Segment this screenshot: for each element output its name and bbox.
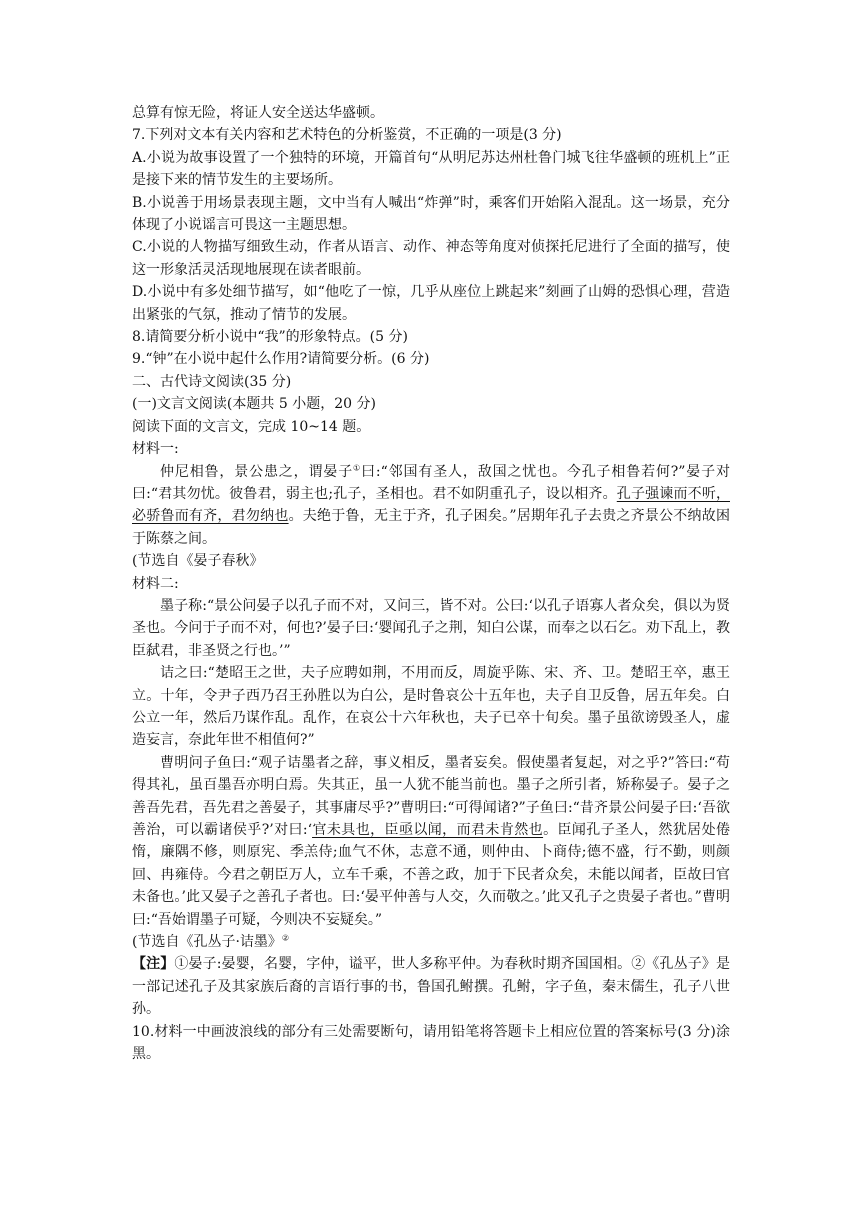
question-8: 8.请简要分析小说中“我”的形象特点。(5 分) <box>132 329 408 346</box>
text-segment: 曹明问子鱼曰:“观子诘墨者之辞，事义相反，墨者妄矣。假使墨者复起，对之乎?”答曰:“苟得其礼，虽百墨吾亦明白焉。失其正，虽一人犹不能当前也。墨子之所引者，矫称晏子。晏子之善吾先君，吾先君之善晏子，其事庸尽乎?”曹明曰:“可得闻诸?”子鱼曰:“昔齐景公问晏子曰:‘吾欲善治，可以霸诸侯乎?’对曰:‘ <box>132 754 730 838</box>
document-page <box>132 102 730 1065</box>
question-9: 9.“钟”在小说中起什么作用?请简要分析。(6 分) <box>132 351 430 368</box>
text-segment: 。夫绝于鲁，无主于齐，孔子困矣。”居期年孔子去贵之齐景公不纳故困于陈蔡之间。 <box>132 508 730 547</box>
option-7b: B.小说善于用场景表现主题，文中当有人喊出“炸弹”时，乘客们开始陷入混乱。这一场景，充分体现了小说谣言可畏这一主题思想。 <box>132 194 730 234</box>
note-label: 【注】 <box>132 956 175 973</box>
text-segment: 仲尼相鲁，景公患之，谓晏子 <box>160 463 354 480</box>
material-2-title: 材料二: <box>132 575 179 592</box>
text-segment: 曰:“邻国有圣人，敌国之忧也。今孔子相鲁若何?”晏子对曰:“君其勿忧。彼鲁君，弱主也;孔子，圣相也。君不如阴重孔子，设以相齐。 <box>132 463 731 502</box>
note-text: ①晏子:晏婴，名婴，字仲，谥平，世人多称平仲。为春秋时期齐国国相。②《孔丛子》是一部记述孔子及其家族后裔的言语行事的书，鲁国孔鲋撰。孔鲋，字子鱼，秦末儒生，孔子八世孙。 <box>132 956 731 1018</box>
underlined-passage: 孔子强谏而不听，必骄鲁而有齐，君勿纳也 <box>132 485 730 525</box>
text-line: 总算有惊无险，将证人安全送达华盛顿。 <box>132 105 384 121</box>
question-10: 10.材料一中画波浪线的部分有三处需要断句，请用铅笔将答题卡上相应位置的答案标号(3 分)涂黑。 <box>132 1023 730 1063</box>
material-2-paragraph: 墨子称:“景公问晏子以孔子而不对，又问三，皆不对。公曰:‘以孔子语寡人者众矣，俱以为贤圣也。今问于子而不对，何也?’晏子曰:‘婴闻孔子之荆，知白公谋，而奉之以石乞。劝下乱上，教臣弑君，非圣贤之行也。’” <box>132 597 730 659</box>
material-1-title: 材料一: <box>132 441 179 458</box>
material-1-source: (节选自《晏子春秋》 <box>132 553 264 570</box>
material-2-paragraph: 诘之曰:“楚昭王之世，夫子应聘如荆，不用而反，周旋乎陈、宋、齐、卫。楚昭王卒，惠王立。十年，令尹子西乃召王孙胜以为白公，是时鲁哀公十五年也，夫子自卫反鲁，居五年矣。白公立一年，然后乃谋作乱。乱作，在哀公十六年秋也，夫子已卒十旬矣。墨子虽欲谤毁圣人，虚造妄言，奈此年世不相值何?” <box>132 665 730 749</box>
text-segment: (节选自《孔丛子·诘墨》 <box>132 934 282 951</box>
text-segment: 。臣闻孔子圣人，然犹居处倦惰，廉隅不修，则原宪、季羔侍;血气不休，志意不通，则仲由、卜商侍;德不盛，行不勤，则颜回、冉雍侍。今君之朝臣万人，立车千乘，不善之政，加于下民者众矣，未能以闻者，臣故曰官未备也。’此又晏子之善孔子者也。曰:‘晏平仲善与人交，久而敬之。’此又孔子之贵晏子者也。”曹明曰:“吾始谓墨子可疑，今则决不妄疑矣。” <box>132 822 731 928</box>
option-7a: A.小说为故事设置了一个独特的环境，开篇首句“从明尼苏达州杜鲁门城飞往华盛顿的班机上”正是接下来的情节发生的主要场所。 <box>132 149 730 189</box>
section-heading: 二、古代诗文阅读(35 分) <box>132 373 292 390</box>
instruction: 阅读下面的文言文，完成 10~14 题。 <box>132 418 371 435</box>
question-7: 7.下列对文本有关内容和艺术特色的分析鉴赏，不正确的一项是(3 分) <box>132 127 562 144</box>
material-2-paragraph <box>132 752 730 931</box>
material-2-source <box>132 931 730 953</box>
note <box>132 953 730 1020</box>
subsection-heading: (一)文言文阅读(本题共 5 小题，20 分) <box>132 396 376 413</box>
material-1-paragraph <box>132 461 730 551</box>
footnote-marker: ① <box>353 462 362 472</box>
option-7c: C.小说的人物描写细致生动，作者从语言、动作、神态等角度对侦探托尼进行了全面的描写，使这一形象活灵活现地展现在读者眼前。 <box>132 239 730 278</box>
underlined-passage: 官未具也，臣亟以闻，而君未肯然也 <box>312 822 544 838</box>
option-7d: D.小说中有多处细节描写，如“他吃了一惊，几乎从座位上跳起来”刻画了山姆的恐惧心理，营造出紧张的气氛，推动了情节的发展。 <box>132 284 730 323</box>
footnote-marker: ② <box>281 933 290 943</box>
